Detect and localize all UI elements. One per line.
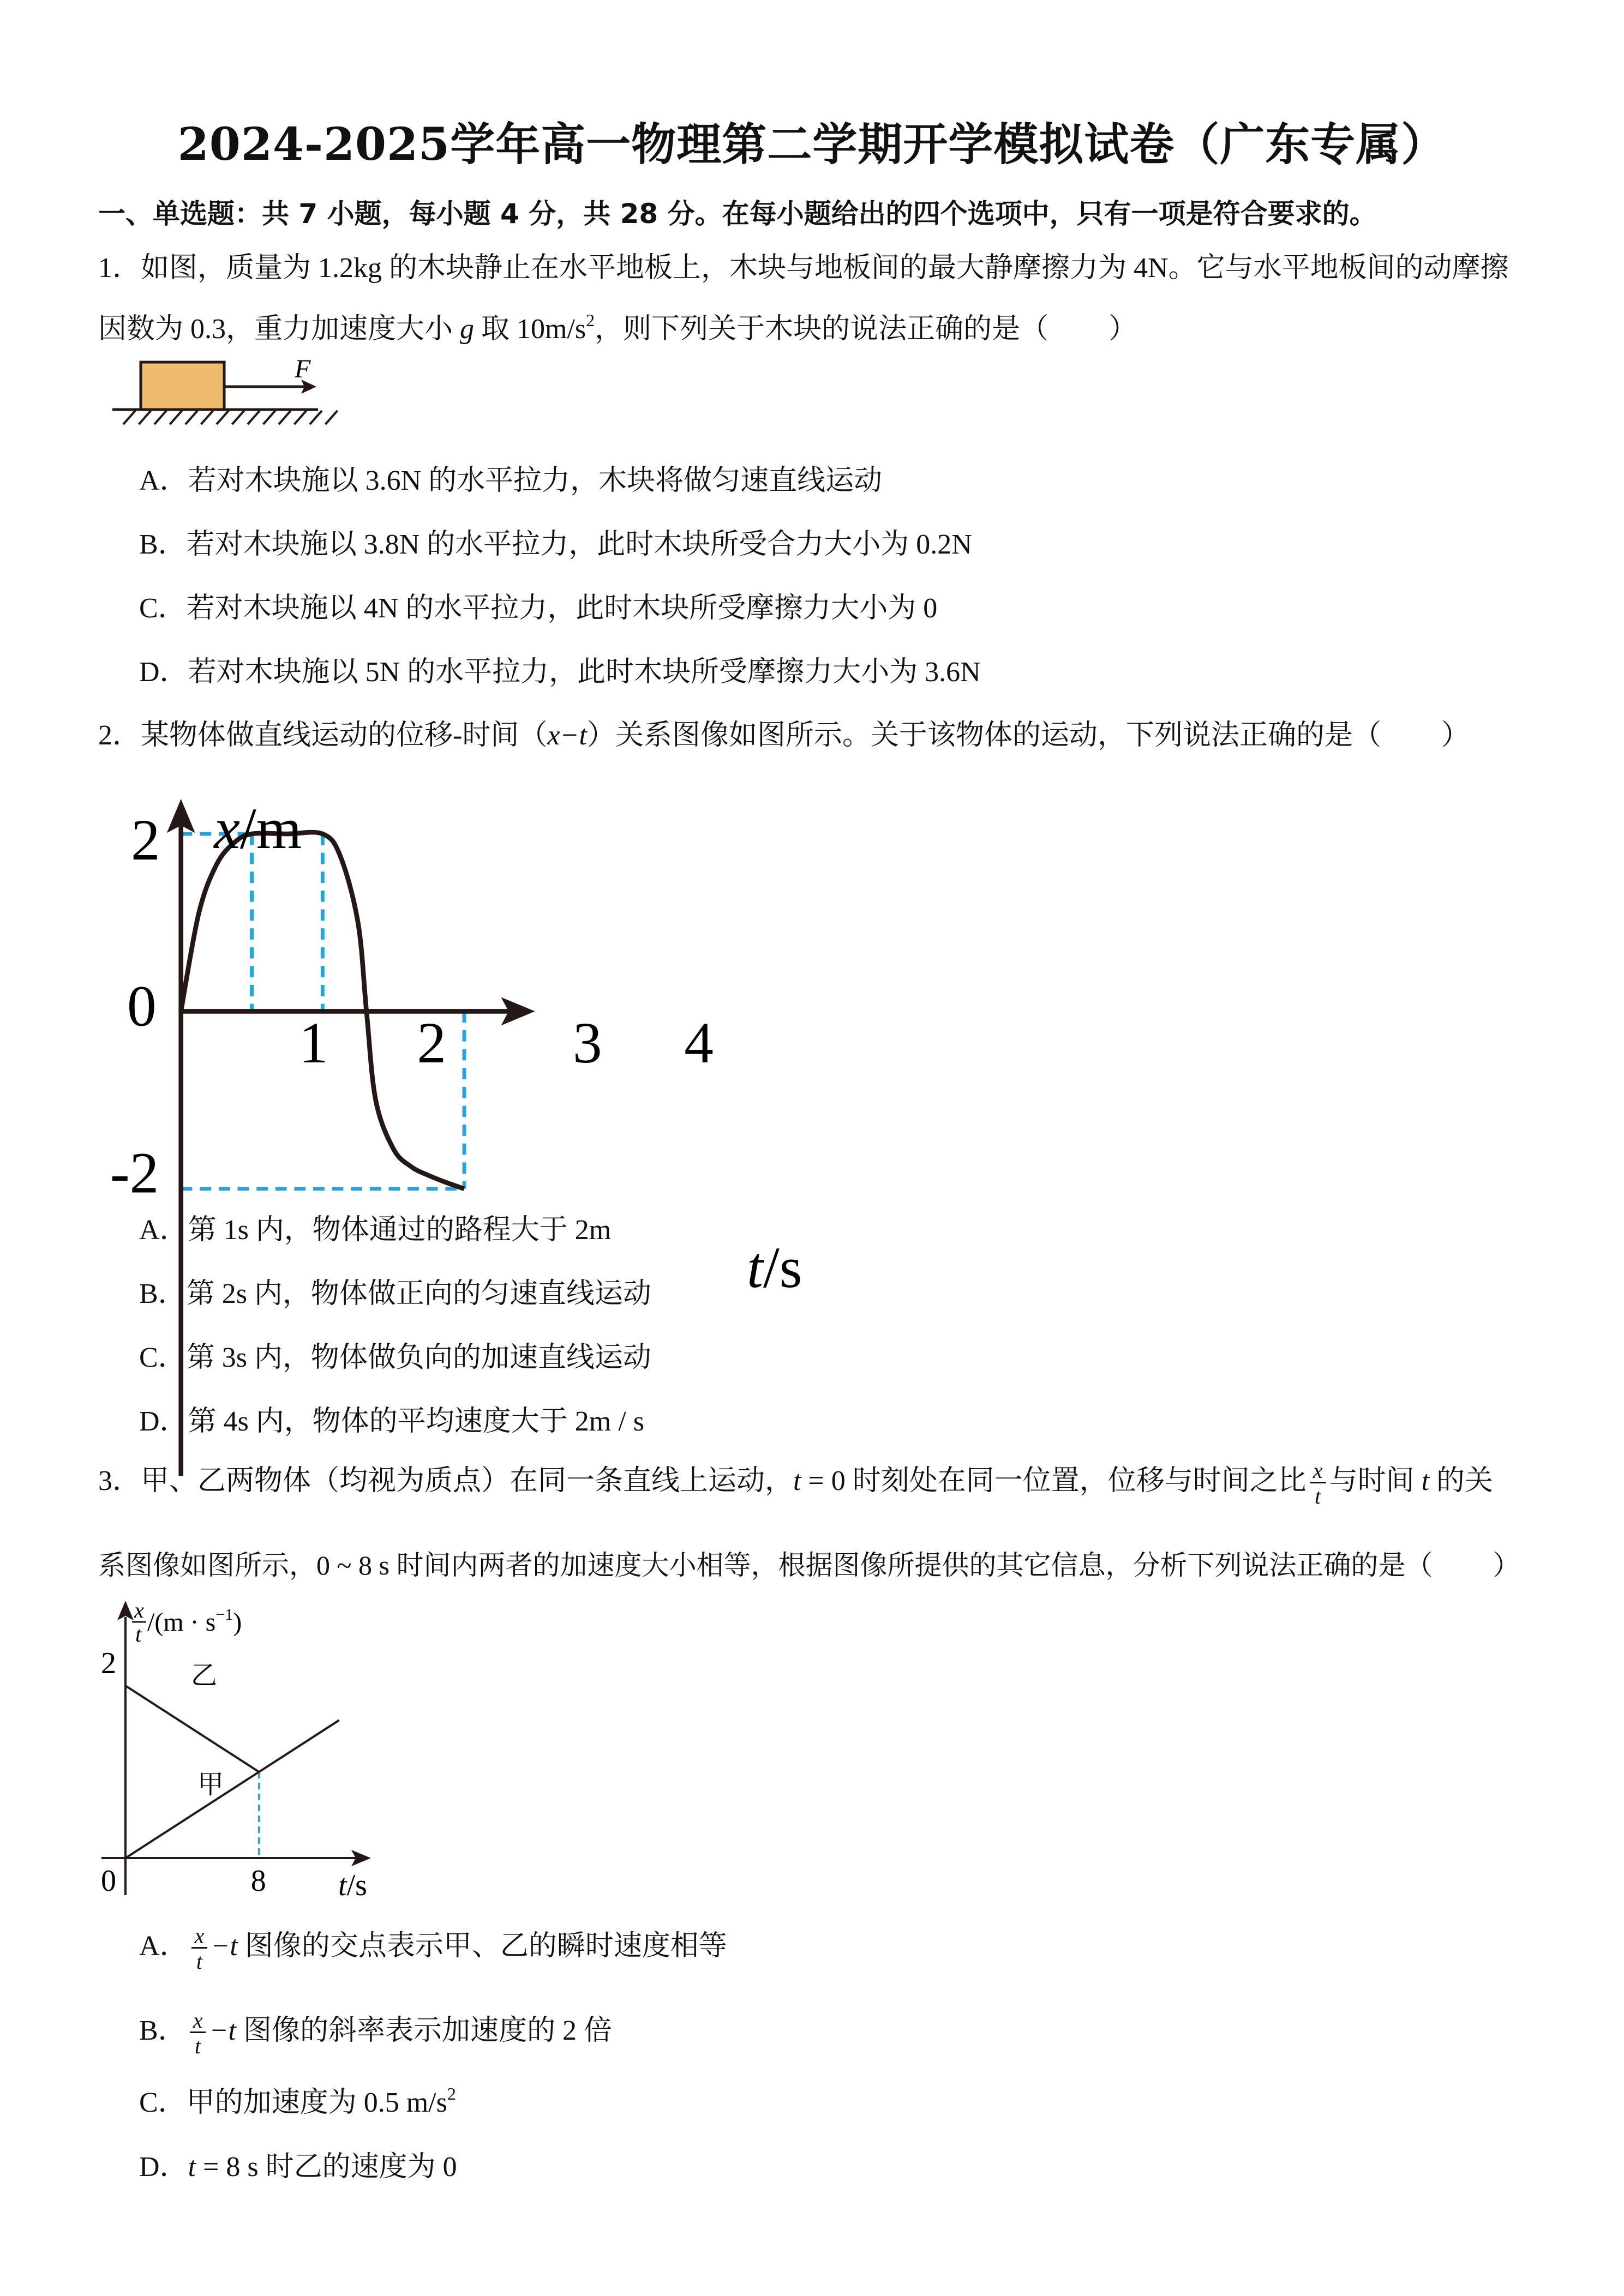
y-axis-label: x/m <box>214 796 302 861</box>
question-1-option-b[interactable] <box>139 521 972 562</box>
fraction-x-over-t <box>191 1925 208 1973</box>
hatch-mark <box>310 411 322 424</box>
variable-t: −t <box>209 2015 236 2046</box>
stem-text: 与时间 <box>1329 1465 1422 1496</box>
variable-t: −t <box>211 1931 238 1962</box>
question-1-stem-line2 <box>98 305 1137 346</box>
series-line-jia <box>125 1720 339 1858</box>
option-label: D． <box>139 657 188 688</box>
y-tick-label: 2 <box>101 1646 116 1680</box>
stem-text: = 0 时刻处在同一位置，位移与时间之比 <box>801 1465 1307 1496</box>
series-line-yi <box>125 1686 259 1772</box>
variable-g: g <box>460 314 475 345</box>
section-heading: 一、单选题：共 7 小题，每小题 4 分，共 28 分。在每小题给出的四个选项中，只有一项是符合要求的。 <box>98 198 1377 230</box>
stem-text: ） <box>1441 720 1470 751</box>
stem-text: 某物体做直线运动的位移-时间（ <box>141 720 548 751</box>
hatch-mark <box>201 411 213 424</box>
x-over-t-chart <box>82 1592 409 1902</box>
fraction-denominator: t <box>1315 1483 1321 1508</box>
variable-x-t: x−t <box>547 720 587 751</box>
question-3-option-a[interactable] <box>139 1922 727 1973</box>
option-text: = 8 s 时乙的速度为 0 <box>196 2151 457 2183</box>
option-label: A． <box>139 1215 188 1246</box>
option-text: 若对木块施以 3.6N 的水平拉力，木块将做匀速直线运动 <box>188 465 883 496</box>
fraction-denominator: t <box>195 2033 201 2058</box>
question-3-option-d[interactable] <box>139 2143 457 2184</box>
y-axis-label-numerator: x <box>134 1598 144 1622</box>
fraction-denominator: t <box>196 1949 202 1974</box>
option-text: 若对木块施以 5N 的水平拉力，此时木块所受摩擦力大小为 3.6N <box>188 657 981 688</box>
fraction-numerator: x <box>1310 1460 1326 1483</box>
question-number: 3． <box>98 1465 141 1496</box>
page-title: 2024-2025学年高一物理第二学期开学模拟试卷（广东专属） <box>177 118 1447 171</box>
option-text: 第 4s 内，物体的平均速度大于 2m / s <box>188 1406 644 1437</box>
option-text: 图像的交点表示甲、乙的瞬时速度相等 <box>237 1931 727 1962</box>
question-1-stem-line1 <box>98 244 1509 285</box>
hatch-mark <box>326 411 338 424</box>
question-number: 2． <box>98 720 141 751</box>
hatch-mark <box>232 411 244 424</box>
stem-text: ）关系图像如图所示。关于该物体的运动，下列说法正确的是（ <box>586 720 1381 751</box>
hatch-mark <box>248 411 260 424</box>
superscript: 2 <box>586 310 595 330</box>
origin-label: 0 <box>101 1864 116 1898</box>
superscript: 2 <box>447 2084 456 2103</box>
stem-text: 甲、乙两物体（均视为质点）在同一条直线上运动， <box>141 1465 794 1496</box>
question-3-option-b[interactable] <box>139 2007 612 2057</box>
hatch-mark <box>279 411 291 424</box>
option-label: D． <box>139 1406 188 1437</box>
option-text: 第 1s 内，物体通过的路程大于 2m <box>188 1215 612 1246</box>
option-label: C． <box>139 2087 187 2118</box>
option-label: A． <box>139 465 188 496</box>
fraction-x-over-t <box>1310 1460 1326 1507</box>
option-text: 若对木块施以 4N 的水平拉力，此时木块所受摩擦力大小为 0 <box>186 593 938 624</box>
floor-hatching <box>123 411 338 424</box>
question-2-stem <box>98 712 1470 753</box>
fraction-numerator: x <box>191 1925 208 1949</box>
y-tick-label: 0 <box>127 973 157 1039</box>
y-axis-label-denominator: t <box>135 1622 142 1646</box>
variable-t: t <box>793 1465 801 1496</box>
option-label: D． <box>139 2151 188 2183</box>
y-axis-label-unit: $/(m \cdot s^{-1})$ <box>147 1606 242 1637</box>
hatch-mark <box>263 411 275 424</box>
stem-text: ） <box>1108 314 1137 345</box>
wooden-block <box>141 362 224 410</box>
x-tick-label: 1 <box>299 1010 328 1075</box>
variable-t: t <box>188 2151 196 2183</box>
question-1-option-a[interactable] <box>139 457 882 498</box>
x-tick-label: 4 <box>684 1010 714 1075</box>
hatch-mark <box>170 411 182 424</box>
question-1-option-c[interactable] <box>139 585 937 626</box>
option-text: 第 3s 内，物体做负向的加速直线运动 <box>186 1342 651 1373</box>
force-label: F <box>295 354 311 383</box>
question-3-stem-line2 <box>98 1543 1520 1583</box>
option-text: 第 2s 内，物体做正向的匀速直线运动 <box>186 1278 651 1309</box>
fraction-x-over-t <box>190 2010 206 2057</box>
hatch-mark <box>123 411 135 424</box>
variable-t: t <box>1421 1465 1430 1496</box>
question-1-option-d[interactable] <box>139 648 981 689</box>
series-label-yi: 乙 <box>191 1661 218 1690</box>
option-label: C． <box>139 1342 187 1373</box>
stem-text: ，则下列关于木块的说法正确的是（ <box>595 314 1049 345</box>
option-label: B． <box>139 1278 187 1309</box>
y-tick-label: 2 <box>131 807 160 873</box>
option-label: B． <box>139 2015 187 2046</box>
stem-text: 如图，质量为 1.2kg 的木块静止在水平地板上，木块与地板间的最大静摩擦力为 4N。它与水平地板间的动摩擦 <box>141 253 1509 284</box>
stem-text: 因数为 0.3，重力加速度大小 <box>98 314 460 345</box>
hatch-mark <box>139 411 151 424</box>
stem-text: ） <box>1493 1550 1520 1580</box>
option-label: B． <box>139 529 187 560</box>
option-text: 甲的加速度为 0.5 m/s <box>186 2087 447 2118</box>
hatch-mark <box>217 411 229 424</box>
question-number: 1． <box>98 253 141 284</box>
y-tick-label: -2 <box>110 1140 159 1206</box>
option-label: C． <box>139 593 187 624</box>
stem-text: 取 10m/s <box>474 314 586 345</box>
hatch-mark <box>154 411 166 424</box>
stem-text: 系图像如图所示，0 ~ 8 s 时间内两者的加速度大小相等，根据图像所提供的其它信息，分析下列说法正确的是（ <box>98 1550 1433 1580</box>
fraction-numerator: x <box>190 2010 206 2033</box>
hatch-mark <box>295 411 307 424</box>
hatch-mark <box>185 411 197 424</box>
x-tick-label: 3 <box>572 1010 602 1075</box>
x-axis-label: t/s <box>338 1868 367 1902</box>
question-2-option-d[interactable] <box>139 1398 644 1439</box>
x-tick-label: 8 <box>250 1864 266 1898</box>
question-3-stem-line1 <box>98 1457 1493 1507</box>
x-axis-label: t/s <box>747 1235 802 1300</box>
series-label-jia: 甲 <box>197 1770 224 1799</box>
question-2-option-a[interactable] <box>139 1206 611 1247</box>
stem-text: 的关 <box>1429 1465 1494 1496</box>
option-text: 若对木块施以 3.8N 的水平拉力，此时木块所受合力大小为 0.2N <box>186 529 972 560</box>
question-1-figure <box>98 354 338 436</box>
option-label: A． <box>139 1931 188 1962</box>
question-2-option-b[interactable] <box>139 1270 651 1311</box>
x-tick-label: 2 <box>417 1010 447 1075</box>
question-2-option-c[interactable] <box>139 1334 651 1375</box>
question-3-option-c[interactable] <box>139 2079 456 2120</box>
option-text: 图像的斜率表示加速度的 2 倍 <box>236 2015 613 2046</box>
